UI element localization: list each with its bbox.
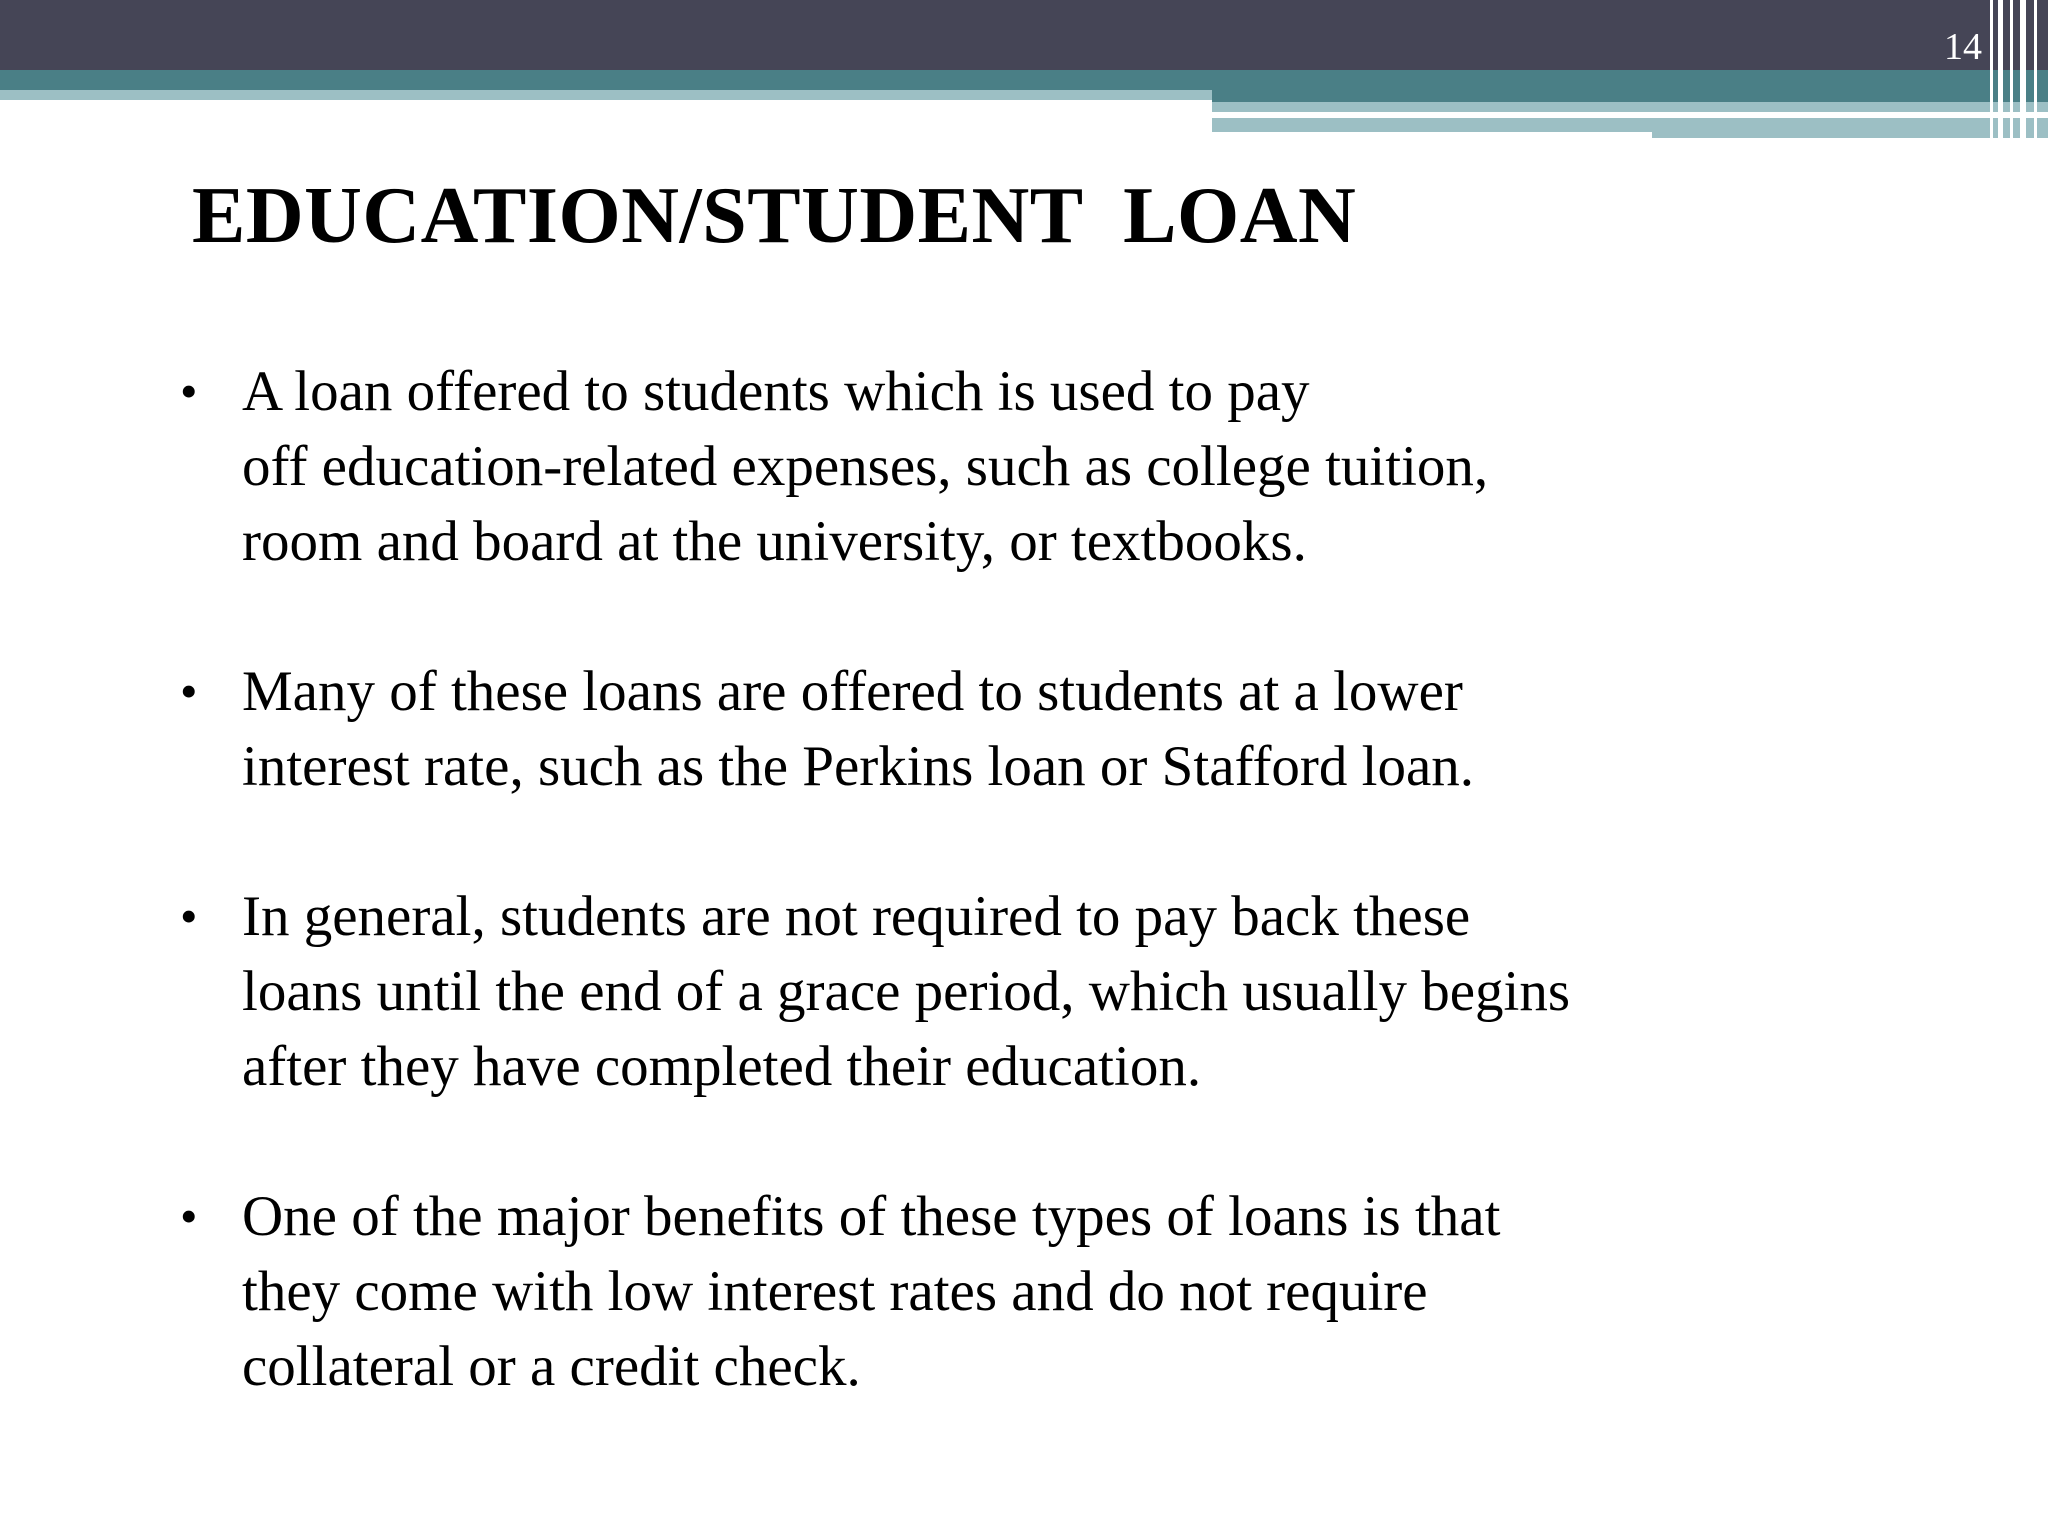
header-bar-light-right bbox=[1212, 102, 2048, 112]
bullet-text-line: collateral or a credit check. bbox=[242, 1335, 861, 1398]
header-bar-light-left bbox=[0, 90, 1212, 100]
bullet-text-line: A loan offered to students which is used to pay bbox=[242, 360, 1310, 423]
bullet-marker: • bbox=[180, 1188, 198, 1244]
bullet-text-line: they come with low interest rates and do not require bbox=[242, 1260, 1428, 1323]
bullet-text-line: after they have completed their education. bbox=[242, 1035, 1202, 1098]
header-bar-dark bbox=[0, 0, 2048, 70]
bullet-text-line: In general, students are not required to pay back these bbox=[242, 885, 1471, 948]
bullet-marker: • bbox=[180, 363, 198, 419]
bullet-text-line: Many of these loans are offered to students at a lower bbox=[242, 660, 1463, 723]
bullet-item bbox=[170, 354, 1890, 579]
bullet-marker: • bbox=[180, 888, 198, 944]
bullet-list bbox=[170, 354, 1890, 1479]
bullet-item bbox=[170, 654, 1890, 804]
header-bar-light-right-lower bbox=[1212, 118, 2048, 132]
bullet-text-line: off education-related expenses, such as college tuition, bbox=[242, 435, 1489, 498]
page-number: 14 bbox=[1944, 26, 1982, 68]
bullet-item bbox=[170, 1179, 1890, 1404]
bullet-text-line: loans until the end of a grace period, which usually begins bbox=[242, 960, 1571, 1023]
bullet-item bbox=[170, 879, 1890, 1104]
bullet-text-line: interest rate, such as the Perkins loan or Stafford loan. bbox=[242, 735, 1475, 798]
header-vertical-stripes bbox=[1984, 0, 2048, 140]
slide-title: EDUCATION/STUDENT LOAN bbox=[192, 172, 1357, 260]
bullet-text-line: One of the major benefits of these types of loans is that bbox=[242, 1185, 1501, 1248]
header-bar-teal-right bbox=[1212, 90, 2048, 102]
header-bar-teal bbox=[0, 70, 2048, 90]
bullet-text-line: room and board at the university, or textbooks. bbox=[242, 510, 1307, 573]
bullet-marker: • bbox=[180, 663, 198, 719]
